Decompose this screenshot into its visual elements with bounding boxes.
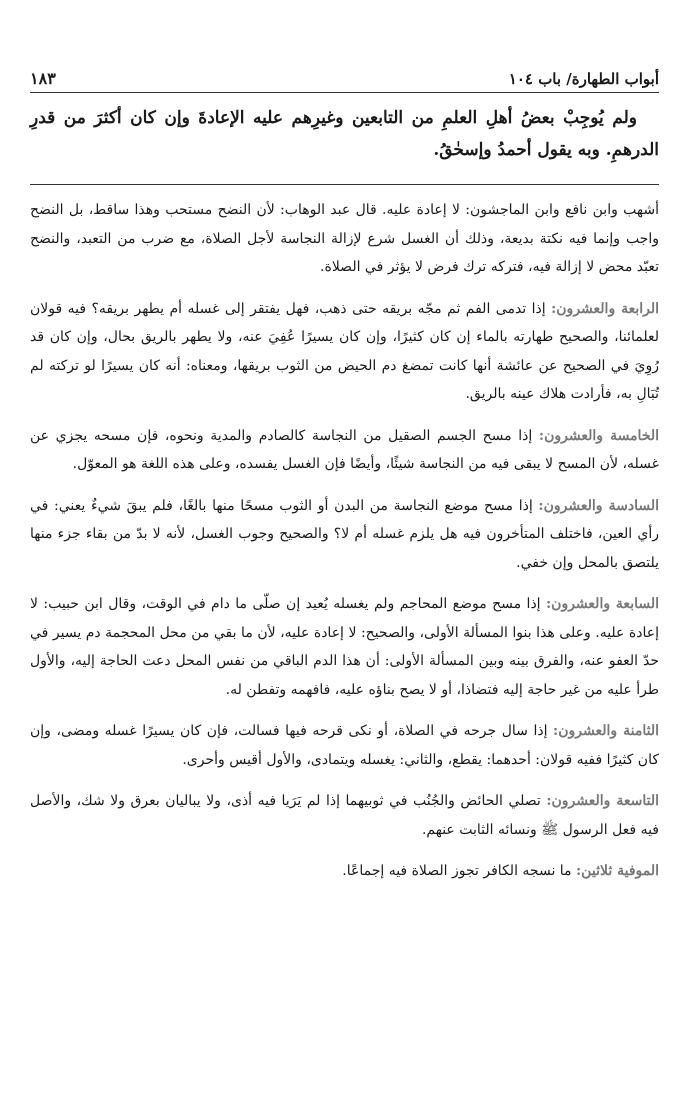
paragraph-body: تصلي الحائض والجُنُب في ثوبيهما إذا لم يَرَيا فيه أذى، ولا يباليان بعرق ولا شك، والأصل فيه فعل الرسول ﷺ ونسائه الثابت عنهم. — [30, 793, 659, 838]
paragraph-body: إذا سال جرحه في الصلاة، أو نكى قرحه فيها فسالت، فإن كان يسيرًا غسله ومضى، وإن كان كثيرًا ففيه قولان: أحدهما: يقطع، والثاني: يغسله ويتمادى، والأول أقيس وأحرى. — [30, 723, 659, 768]
main-hadith-text: ولم يُوجِبْ بعضُ أهلِ العلمِ من التابعين وغيرِهم عليه الإعادةَ وإن كان أكثرَ من قدرِ الدرهمِ. وبه يقول أحمدُ وإسحٰقُ. — [30, 108, 659, 160]
commentary-paragraph-26 — [30, 492, 659, 578]
commentary-paragraph-28 — [30, 717, 659, 774]
commentary-paragraph-27 — [30, 590, 659, 704]
paragraph-lead: الخامسة والعشرون: — [538, 427, 660, 444]
commentary-paragraph-intro — [30, 196, 659, 282]
paragraph-body: إذا مسح الجسم الصقيل من النجاسة كالصادم والمدية ونحوه، فإن مسحه يجزي عن غسله، لأن المسح لا يبقى فيه من النجاسة شيئًا، وأيضًا فإن الغسل يفسده، وعلى هذه اللغة هو المعوّل. — [30, 427, 659, 472]
paragraph-body: ما نسجه الكافر تجوز الصلاة فيه إجماعًا. — [342, 863, 572, 879]
paragraph-lead: التاسعة والعشرون: — [546, 793, 659, 809]
page-header — [30, 60, 659, 93]
commentary-paragraph-24 — [30, 295, 659, 409]
paragraph-lead: الرابعة والعشرون: — [551, 300, 659, 317]
commentary-section — [30, 196, 659, 899]
section-divider — [30, 184, 659, 185]
paragraph-body: إذا مسح موضع المحاجم ولم يغسله يُعيد إن صلّى ما دام في الوقت، وقال ابن حبيب: لا إعادة عليه. وعلى هذا بنوا المسألة الأولى، والصحيح: لا إعادة عليه، لأن ما بقي من محل المحجمة دم يسير في حدّ العفو عنه، والفرق بينه وبين المسألة الأولى: أن هذا الدم الباقي من نفس المحل دعت الحاجة إليه، والأول طرأ عليه من غير حاجة إليه فتضاذا، أو لا يصح بناؤه عليه، فافهمه وتفطن له. — [30, 596, 659, 698]
running-title: أبواب الطهارة/ باب ١٠٤ — [508, 70, 659, 88]
paragraph-lead: السابعة والعشرون: — [546, 596, 659, 612]
paragraph-lead: الموفية ثلاثين: — [576, 863, 659, 879]
paragraph-lead: السادسة والعشرون: — [538, 497, 660, 514]
page-number: ١٨٣ — [30, 69, 56, 88]
commentary-paragraph-29 — [30, 787, 659, 844]
paragraph-lead: الثامنة والعشرون: — [553, 723, 660, 739]
commentary-paragraph-30 — [30, 857, 659, 886]
commentary-paragraph-25 — [30, 422, 659, 479]
paragraph-body: أشهب وابن نافع وابن الماجشون: لا إعادة عليه. قال عبد الوهاب: لأن النضح مستحب وهذا ساقط، بل النضح واجب وإنما فيه نكتة بديعة، وذلك أن الغسل شرع لإزالة النجاسة لأجل الصلاة، مع ضرب من التعبد، والنضح تعبّد محض لا إزالة فيه، فتركه ترك فرض لا يؤثر في الصلاة. — [30, 202, 659, 275]
paragraph-body: إذا مسح موضع النجاسة من البدن أو الثوب مسحًا منها بالغًا، فلم يبقَ شيءٌ يعني: في رأي العين، فاختلف المتأخرون فيه هل يلزم غسله أم لا؟ والصحيح وجوب الغسل، لأنه لا بدّ من بقاء جزء منها يلتصق بالمحل وإن خفي. — [30, 497, 659, 571]
paragraph-body: إذا تدمى الفم ثم مجّه بريقه حتى ذهب، فهل يفتقر إلى غسله أم يطهر بريقه؟ فيه قولان لعلمائنا، والصحيح طهارته بالماء إن كان كثيرًا، وإن كان يسيرًا عُفِيَ عنه، ولا يطهر بالريق بحال، وإن كان قد رُوِيَ في الصحيح عن عائشة أنها كانت تمضغ دم الحيض من الثوب بريقها، ومعناه: أنه كان يسيرًا لو تركته لم تُبَالِ به، فأرادت هلاك عينه بالريق. — [30, 300, 659, 402]
